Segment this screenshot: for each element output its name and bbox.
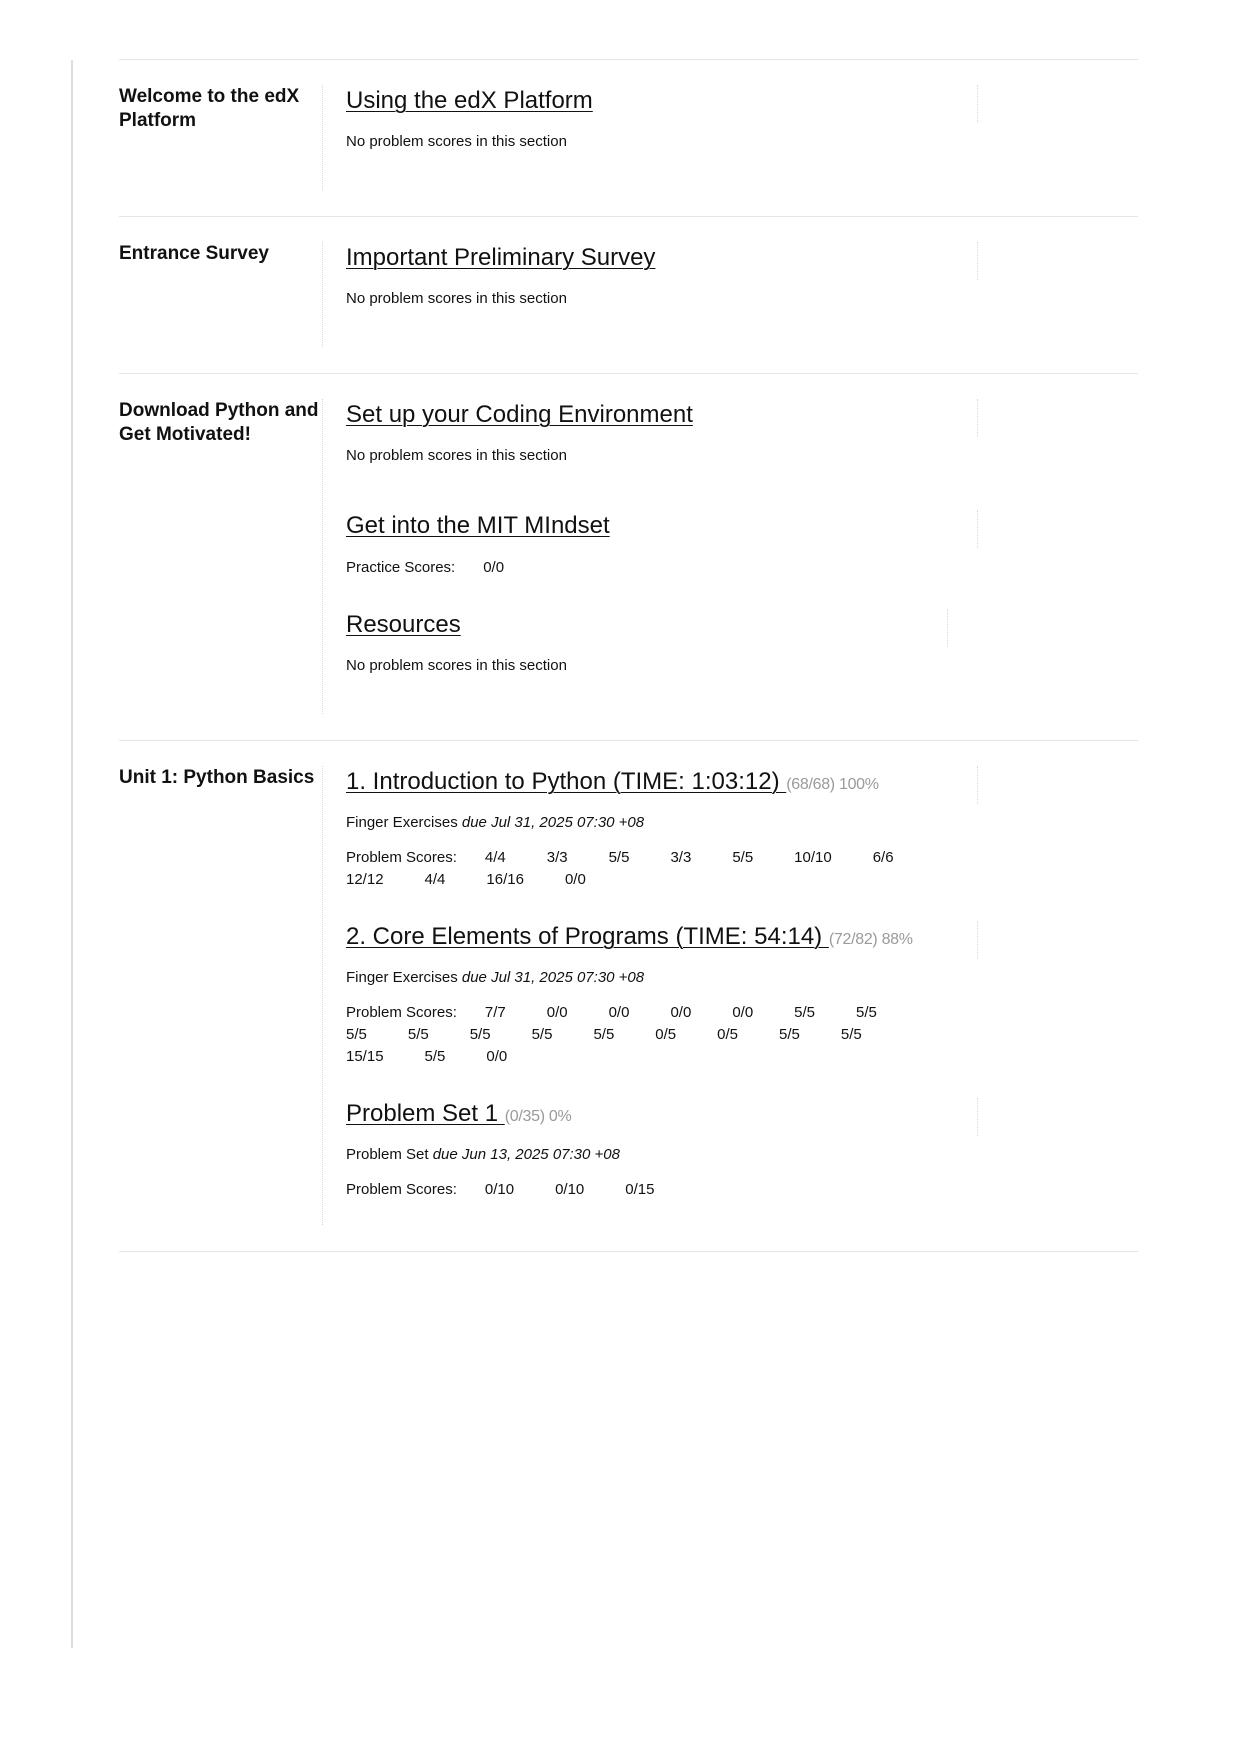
section-problem-set-1 [346,1098,958,1215]
chapter-sections [322,399,1138,714]
progress-chapters [119,59,1138,1252]
chapter-unit-1 [119,740,1138,1252]
chapter-sections [322,242,1138,347]
chapter-welcome [119,59,1138,216]
chapter-title: Welcome to the edX Platform [119,86,300,131]
no-scores-note: No problem scores in this section [346,290,567,307]
problem-score: 4/4 [484,849,506,866]
problem-score: 5/5 [469,1026,491,1043]
scores-label: Problem Scores: [346,849,457,866]
section-link[interactable]: Using the edX Platform [346,87,593,114]
no-scores-note: No problem scores in this section [346,133,567,150]
chapter-entrance-survey [119,216,1138,373]
problem-score: 0/0 [486,1048,508,1065]
section-link[interactable]: 2. Core Elements of Programs (TIME: 54:14) [346,923,829,950]
assignment-format: Problem Set [346,1146,429,1163]
section-score-summary: (0/35) 0% [504,1108,572,1125]
due-date: due Jul 31, 2025 07:30 +08 [461,814,645,831]
section-resources [346,609,928,704]
problem-score: 5/5 [407,1026,429,1043]
problem-score: 3/3 [670,849,692,866]
section-link[interactable]: Problem Set 1 [346,1100,505,1127]
assignment-format: Finger Exercises [346,814,458,831]
section-link[interactable]: Important Preliminary Survey [346,244,656,271]
scores-label: Problem Scores: [346,1181,457,1198]
assignment-info [346,1145,938,1165]
section-preliminary-survey [346,242,958,337]
problem-score: 0/10 [555,1181,585,1198]
problem-score: 0/0 [608,1004,630,1021]
problem-score: 5/5 [779,1026,800,1043]
chapter-download-python [119,373,1138,740]
problem-score: 5/5 [608,849,630,866]
section-core-elements [346,921,958,1098]
problem-score: 5/5 [794,1004,816,1021]
problem-score: 3/3 [546,849,568,866]
chapter-title: Entrance Survey [119,243,269,264]
problem-scores [346,1179,936,1201]
problem-score: 10/10 [794,849,832,866]
section-score-summary: (72/82) 88% [828,931,913,948]
problem-score: 6/6 [872,849,894,866]
scores-label: Problem Scores: [346,1004,457,1021]
due-date: due Jun 13, 2025 07:30 +08 [432,1146,620,1163]
problem-score: 0/0 [670,1004,692,1021]
problem-score: 0/0 [732,1004,754,1021]
section-using-edx-platform [346,85,958,180]
page-left-rule [71,60,73,1648]
problem-score: 5/5 [531,1026,553,1043]
no-scores-note: No problem scores in this section [346,447,567,464]
problem-score: 0/5 [717,1026,739,1043]
problem-score: 0/5 [655,1026,677,1043]
problem-score: 5/5 [593,1026,615,1043]
problem-score: 12/12 [346,871,384,888]
scores-label: Practice Scores: [346,559,456,576]
chapter-title: Unit 1: Python Basics [119,767,315,788]
problem-score: 0/0 [546,1004,568,1021]
problem-score: 5/5 [732,849,754,866]
problem-score: 16/16 [486,871,524,888]
problem-score: 0/0 [483,559,505,576]
section-mit-mindset [346,510,958,609]
section-link[interactable]: Set up your Coding Environment [346,401,693,428]
problem-scores [346,1002,936,1068]
assignment-format: Finger Exercises [346,969,458,986]
problem-scores [346,847,936,891]
no-scores-note: No problem scores in this section [346,657,567,674]
due-date: due Jul 31, 2025 07:30 +08 [461,969,645,986]
problem-score: 0/0 [564,871,586,888]
problem-score: 15/15 [346,1048,384,1065]
problem-score: 5/5 [424,1048,446,1065]
problem-score: 5/5 [856,1004,877,1021]
section-link[interactable]: Resources [346,611,461,638]
chapter-sections [322,766,1138,1225]
problem-score: 7/7 [484,1004,506,1021]
problem-score: 5/5 [840,1026,862,1043]
section-intro-python [346,766,958,921]
chapter-sections [322,85,1138,190]
problem-score: 4/4 [424,871,446,888]
problem-score: 5/5 [346,1026,367,1043]
chapter-title: Download Python and Get Motivated! [119,400,319,445]
problem-score: 0/10 [484,1181,515,1198]
assignment-info [346,968,938,988]
problem-score: 0/15 [625,1181,655,1198]
practice-scores [346,557,938,579]
section-score-summary: (68/68) 100% [786,776,879,793]
section-link[interactable]: 1. Introduction to Python (TIME: 1:03:12) [346,768,787,795]
assignment-info [346,813,938,833]
section-link[interactable]: Get into the MIT MIndset [346,512,610,539]
section-coding-environment [346,399,958,510]
